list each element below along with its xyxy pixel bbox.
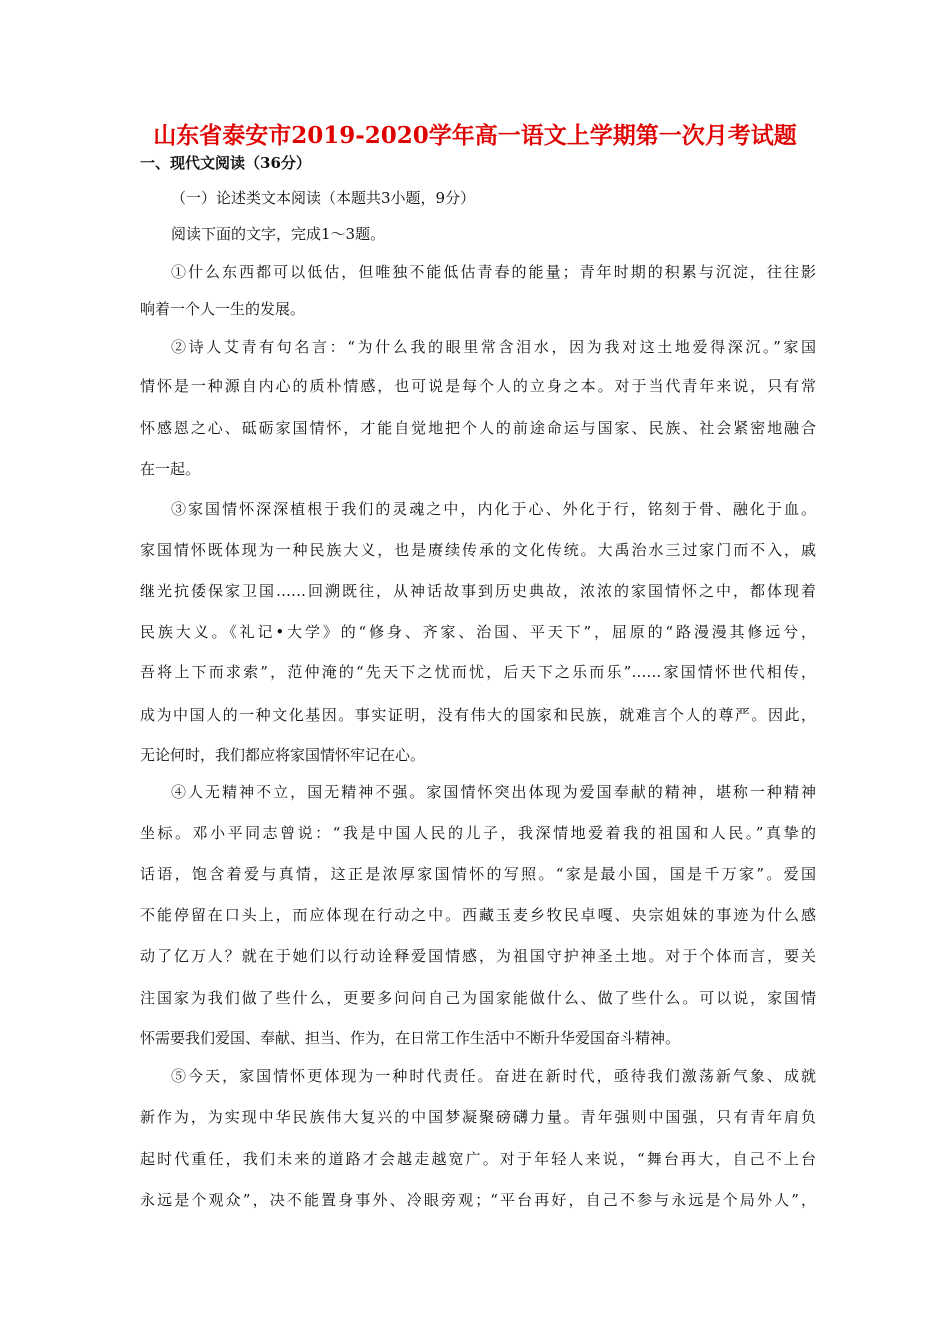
- text-line: 民族大义。《礼记•大学》的“修身、齐家、治国、平天下”，屈原的“路漫漫其修远兮，: [140, 623, 816, 641]
- text-line: 无论何时，我们都应将家国情怀牢记在心。: [140, 746, 426, 764]
- text-line: 吾将上下而求索”，范仲淹的“先天下之忧而忧，后天下之乐而乐”……家国情怀世代相传，: [140, 663, 816, 681]
- subsection-heading: （一）论述类文本阅读（本题共3小题，9分）: [171, 189, 476, 207]
- text-line: 动了亿万人？就在于她们以行动诠释爱国情感，为祖国守护神圣土地。对于个体而言，要关: [140, 947, 816, 965]
- text-line: ④人无精神不立，国无精神不强。家国情怀突出体现为爱国奉献的精神，堪称一种精神: [171, 783, 816, 801]
- text-line: 新作为，为实现中华民族伟大复兴的中国梦凝聚磅礴力量。青年强则中国强，只有青年肩负: [140, 1108, 816, 1126]
- text-line: ②诗人艾青有句名言：“为什么我的眼里常含泪水，因为我对这土地爱得深沉。”家国: [171, 338, 816, 356]
- text-line: 继光抗倭保家卫国……回溯既往，从神话故事到历史典故，浓浓的家国情怀之中，都体现着: [140, 582, 816, 600]
- text-line: 怀感恩之心、砥砺家国情怀，才能自觉地把个人的前途命运与国家、民族、社会紧密地融合: [140, 419, 816, 437]
- text-line: 坐标。邓小平同志曾说：“我是中国人民的儿子，我深情地爱着我的祖国和人民。”真挚的: [140, 824, 816, 842]
- text-line: 情怀是一种源自内心的质朴情感，也可说是每个人的立身之本。对于当代青年来说，只有常: [140, 377, 816, 395]
- text-line: ⑤今天，家国情怀更体现为一种时代责任。奋进在新时代，亟待我们激荡新气象、成就: [171, 1067, 816, 1085]
- text-line: 响着一个人一生的发展。: [140, 300, 306, 318]
- document-title: 山东省泰安市2019-2020学年高一语文上学期第一次月考试题: [153, 122, 797, 149]
- text-line: ①什么东西都可以低估，但唯独不能低估青春的能量；青年时期的积累与沉淀，往往影: [171, 263, 816, 281]
- text-line: 永远是个观众”，决不能置身事外、冷眼旁观；“平台再好，自己不参与永远是个局外人”，: [140, 1191, 816, 1209]
- text-line: 话语，饱含着爱与真情，这正是浓厚家国情怀的写照。“家是最小国，国是千万家”。爱国: [140, 865, 816, 883]
- text-line: 起时代重任，我们未来的道路才会越走越宽广。对于年轻人来说，“舞台再大，自己不上台: [140, 1150, 816, 1168]
- text-line: 成为中国人的一种文化基因。事实证明，没有伟大的国家和民族，就难言个人的尊严。因此，: [140, 706, 816, 724]
- text-line: 家国情怀既体现为一种民族大义，也是赓续传承的文化传统。大禹治水三过家门而不入，戚: [140, 541, 816, 559]
- text-line: 不能停留在口头上，而应体现在行动之中。西藏玉麦乡牧民卓嘎、央宗姐妹的事迹为什么感: [140, 906, 816, 924]
- text-line: 怀需要我们爱国、奉献、担当、作为，在日常工作生活中不断升华爱国奋斗精神。: [140, 1029, 681, 1047]
- instruction-text: 阅读下面的文字，完成1～3题。: [171, 225, 386, 243]
- text-line: 注国家为我们做了些什么，更要多问问自己为国家能做什么、做了些什么。可以说，家国情: [140, 989, 816, 1007]
- section-heading: 一、现代文阅读（36分）: [140, 154, 311, 172]
- text-line: ③家国情怀深深植根于我们的灵魂之中，内化于心、外化于行，铭刻于骨、融化于血。: [171, 500, 816, 518]
- text-line: 在一起。: [140, 460, 201, 478]
